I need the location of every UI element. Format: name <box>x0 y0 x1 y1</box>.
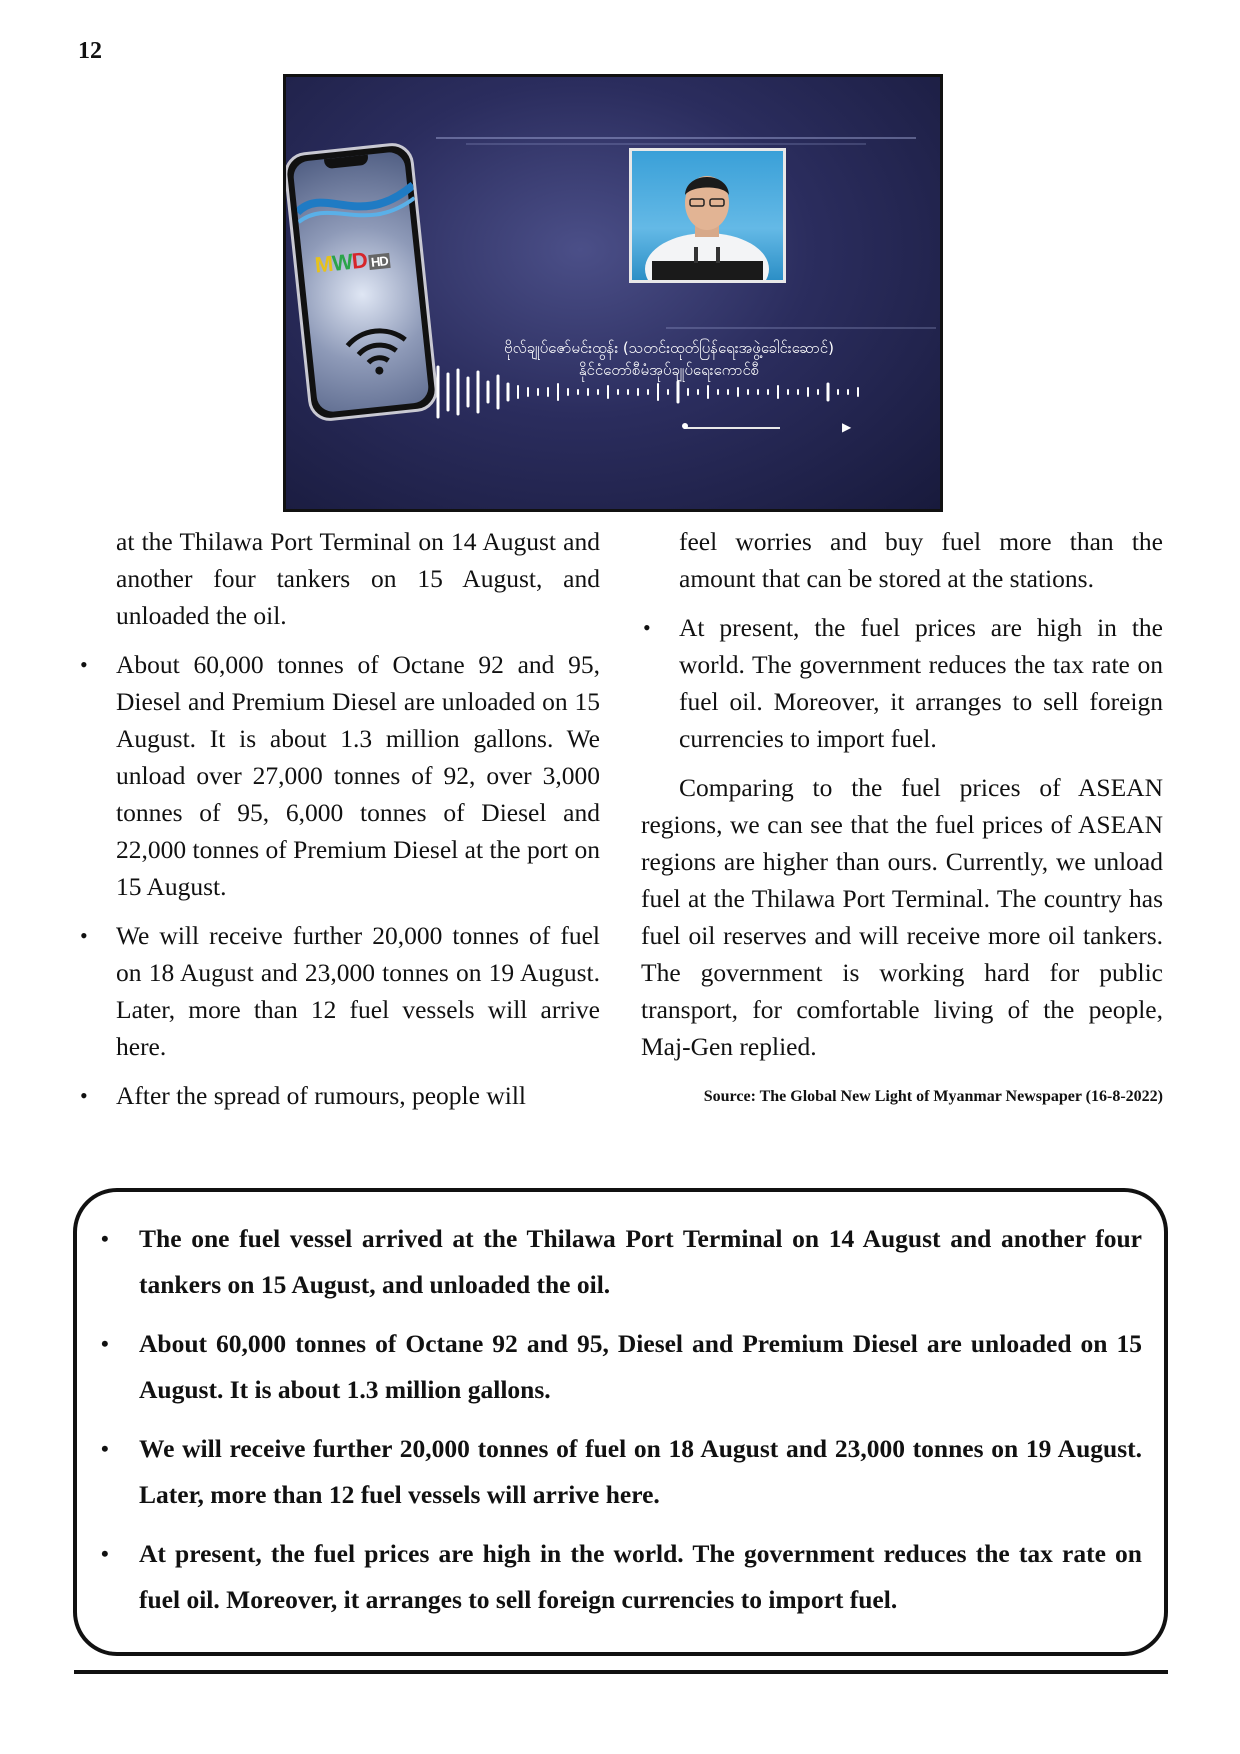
progress-track <box>684 427 780 429</box>
summary-item: • At present, the fuel prices are high in the world. The government reduces the tax rate on fuel oil. Moreover, it arranges to sell foreign currencies to import fuel. <box>99 1531 1142 1623</box>
audio-waveform <box>436 362 876 422</box>
mwd-logo: MWD HD <box>313 247 389 278</box>
list-item: • We will receive further 20,000 tonnes of fuel on 18 August and 23,000 tonnes on 19 August. Later, more than 12 fuel vessels will arrive here. <box>78 917 600 1065</box>
bullet-icon: • <box>643 615 651 640</box>
bullet-icon: • <box>101 1541 109 1566</box>
bullet-icon: • <box>80 923 88 948</box>
summary-item: • The one fuel vessel arrived at the Thilawa Port Terminal on 14 August and another four tankers on 15 August, and unloaded the oil. <box>99 1216 1142 1308</box>
left-continuation: at the Thilawa Port Terminal on 14 August and another four tankers on 15 August, and unloaded the oil. <box>116 527 600 630</box>
summary-list <box>99 1216 1142 1636</box>
bullet-icon: • <box>101 1226 109 1251</box>
summary-item: • About 60,000 tonnes of Octane 92 and 95, Diesel and Premium Diesel are unloaded on 15 August. It is about 1.3 million gallons. <box>99 1321 1142 1413</box>
bullet-icon: • <box>101 1436 109 1461</box>
right-bullet-list <box>641 609 1163 757</box>
summary-box <box>73 1188 1168 1656</box>
bullet-icon: • <box>80 1083 88 1108</box>
caption-name: ဗိုလ်ချုပ်ဇော်မင်းထွန်း (သတင်းထုတ်ပြန်ရေးအဖွဲ့ခေါင်းဆောင်) <box>504 339 834 357</box>
video-still <box>283 74 943 512</box>
play-icon: ▶ <box>842 420 852 434</box>
list-item: • About 60,000 tonnes of Octane 92 and 95, Diesel and Premium Diesel are unloaded on 15 August. It is about 1.3 million gallons. We unload over 27,000 tonnes of 92, over 3,000 tonnes of 95, 6,000 tonnes of Diesel and 22,000 tonnes of Premium Diesel at the port on 15 August. <box>78 646 600 905</box>
progress-handle <box>682 423 688 429</box>
right-column <box>641 523 1163 1107</box>
list-item: • After the spread of rumours, people will <box>78 1077 600 1114</box>
bullet-icon: • <box>101 1331 109 1356</box>
source-citation: Source: The Global New Light of Myanmar Newspaper (16-8-2022) <box>703 1088 1163 1105</box>
page-number: 12 <box>78 38 102 64</box>
bottom-rule <box>74 1670 1168 1674</box>
list-item: • At present, the fuel prices are high in the world. The government reduces the tax rate on fuel oil. Moreover, it arranges to sell foreign currencies to import fuel. <box>641 609 1163 757</box>
wifi-icon <box>342 321 413 380</box>
swoosh-graphic <box>294 170 418 242</box>
left-column <box>78 523 600 1114</box>
caption-organization: နိုင်ငံတော်စီမံအုပ်ချုပ်ရေးကောင်စီ <box>578 361 760 379</box>
bullet-icon: • <box>80 652 88 677</box>
phone-graphic <box>283 141 440 423</box>
left-bullet-list <box>78 646 600 1114</box>
speaker-portrait <box>629 148 786 283</box>
summary-item: • We will receive further 20,000 tonnes of fuel on 18 August and 23,000 tonnes on 19 August. Later, more than 12 fuel vessels will arrive here. <box>99 1426 1142 1518</box>
body-paragraph: Comparing to the fuel prices of ASEAN regions, we can see that the fuel prices of ASEAN regions are higher than ours. Currently, we unload fuel at the Thilawa Port Terminal. The country has fuel oil reserves and will receive more oil tankers. The government is working hard for public transport, for comfortable living of the people, Maj-Gen replied. <box>641 773 1163 1061</box>
right-continuation: feel worries and buy fuel more than the amount that can be stored at the stations. <box>679 527 1163 593</box>
